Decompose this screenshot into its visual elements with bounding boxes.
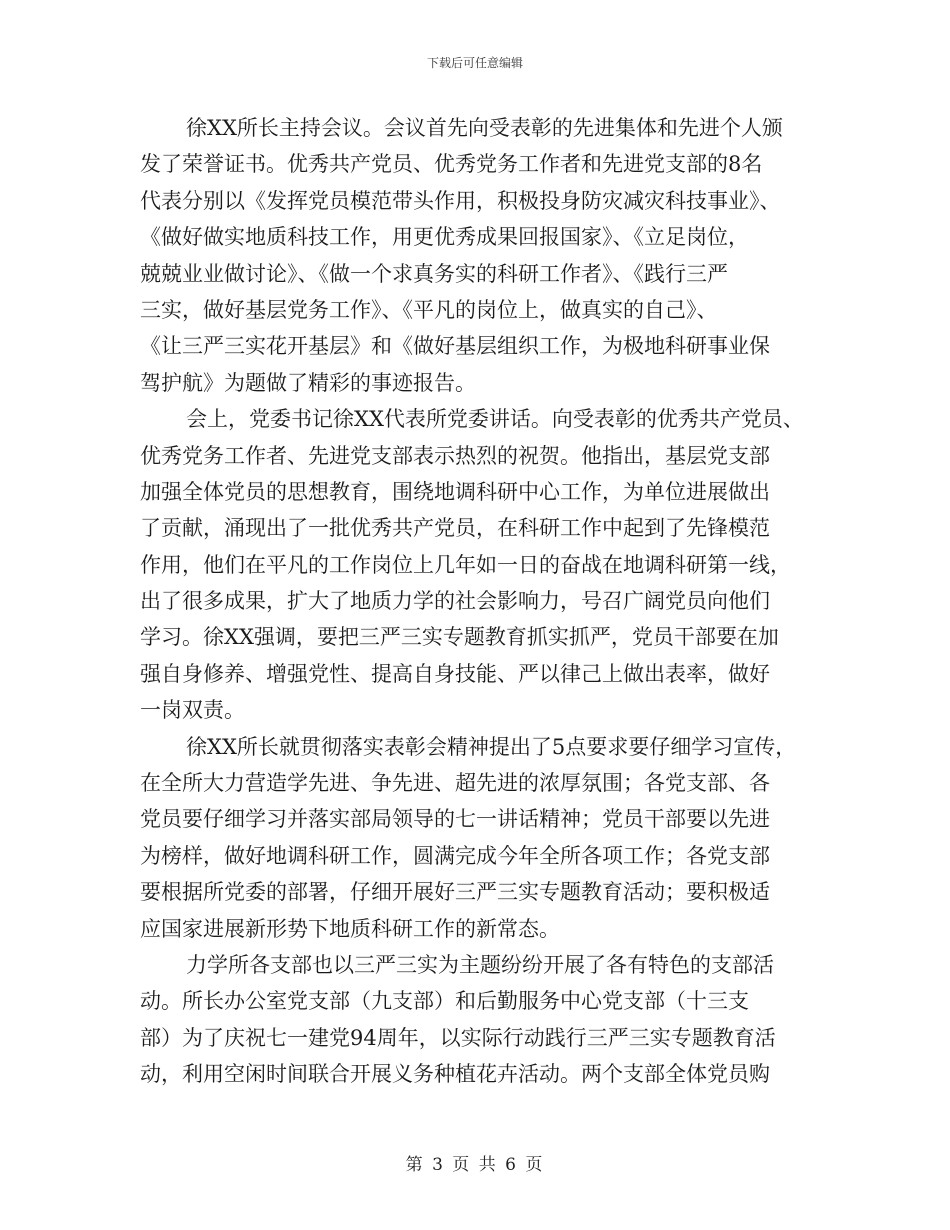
text-line: 党员要仔细学习并落实部局领导的七一讲话精神；党员干部要以先进 bbox=[140, 807, 770, 832]
text-line: 力学所各支部也以三严三实为主题纷纷开展了各有特色的支部活 bbox=[186, 952, 774, 977]
text-line: 发了荣誉证书。优秀共产党员、优秀党务工作者和先进党支部的8名 bbox=[140, 152, 763, 177]
text-line: 部）为了庆祝七一建党94周年，以实际行动践行三严三实专题教育活 bbox=[140, 1025, 776, 1050]
text-line: 三实，做好基层党务工作》、《平凡的岗位上，做真实的自己》、 bbox=[140, 297, 718, 322]
text-line: 动。所长办公室党支部（九支部）和后勤服务中心党支部（十三支 bbox=[140, 989, 749, 1014]
text-line: 学习。徐XX强调，要把三严三实专题教育抓实抓严，党员干部要在加 bbox=[140, 625, 779, 650]
text-line: 要根据所党委的部署，仔细开展好三严三实专题教育活动；要积极适 bbox=[140, 880, 770, 905]
text-line: 加强全体党员的思想教育，围绕地调科研中心工作，为单位进展做出 bbox=[140, 479, 770, 504]
text-line: 《做好做实地质科技工作，用更优秀成果回报国家》、《立足岗位， bbox=[140, 225, 749, 250]
text-line: 兢兢业业做讨论》、《做一个求真务实的科研工作者》、《践行三严 bbox=[140, 261, 728, 286]
text-line: 应国家进展新形势下地质科研工作的新常态。 bbox=[140, 916, 560, 941]
text-line: 驾护航》为题做了精彩的事迹报告。 bbox=[140, 370, 476, 395]
text-line: 一岗双责。 bbox=[140, 698, 245, 723]
text-line: 了贡献，涌现出了一批优秀共产党员，在科研工作中起到了先锋模范 bbox=[140, 516, 770, 541]
page-header-note: 下载后可任意编辑 bbox=[426, 56, 523, 70]
text-line: 在全所大力营造学先进、争先进、超先进的浓厚氛围；各党支部、各 bbox=[140, 771, 770, 796]
text-line: 作用，他们在平凡的工作岗位上几年如一日的奋战在地调科研第一线， bbox=[140, 552, 791, 577]
text-line: 会上，党委书记徐XX代表所党委讲话。向受表彰的优秀共产党员、 bbox=[186, 407, 804, 432]
text-line: 优秀党务工作者、先进党支部表示热烈的祝贺。他指出，基层党支部 bbox=[140, 443, 770, 468]
text-line: 代表分别以《发挥党员模范带头作用，积极投身防灾减灾科技事业》、 bbox=[140, 188, 781, 213]
text-line: 徐XX所长主持会议。会议首先向受表彰的先进集体和先进个人颁 bbox=[186, 116, 783, 140]
text-line: 《让三严三实花开基层》和《做好基层组织工作，为极地科研事业保 bbox=[140, 334, 770, 359]
text-line: 出了很多成果，扩大了地质力学的社会影响力，号召广阔党员向他们 bbox=[140, 589, 770, 614]
text-line: 徐XX所长就贯彻落实表彰会精神提出了5点要求要仔细学习宣传， bbox=[186, 734, 797, 759]
text-line: 强自身修养、增强党性、提高自身技能、严以律己上做出表率，做好 bbox=[140, 661, 770, 686]
text-line: 动，利用空闲时间联合开展义务种植花卉活动。两个支部全体党员购 bbox=[140, 1062, 770, 1087]
page-number: 第 3 页 共 6 页 bbox=[405, 1155, 545, 1175]
document-body bbox=[140, 110, 820, 1093]
text-line: 为榜样，做好地调科研工作，圆满完成今年全所各项工作；各党支部 bbox=[140, 843, 770, 868]
